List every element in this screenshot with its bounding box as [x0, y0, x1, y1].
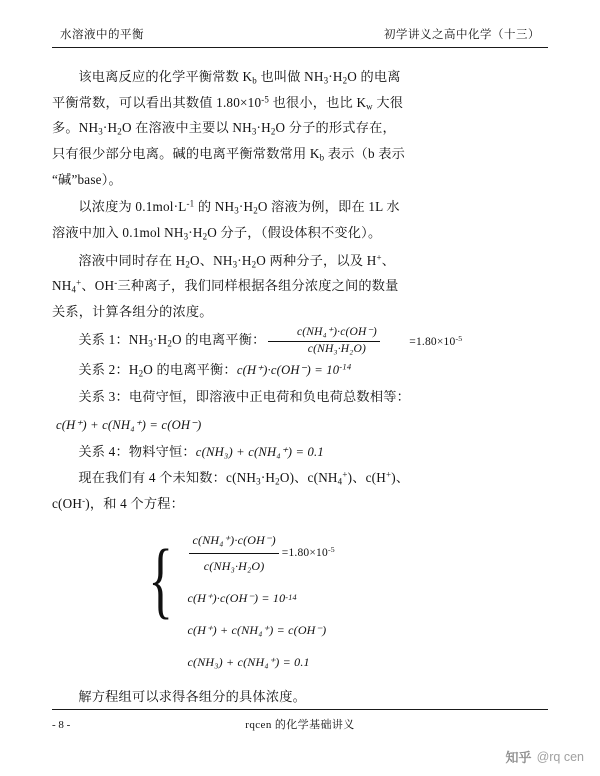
p1-line3-mid1: ·H — [102, 120, 118, 136]
p1-line3-a: 多。NH — [52, 120, 99, 136]
p4-sub3: 4 — [337, 476, 343, 487]
paragraph-5: 解方程组可以求得各组分的具体浓度。 — [78, 688, 306, 704]
p1-line3-sub1: 3 — [98, 126, 103, 137]
p4-sub2: 2 — [275, 476, 280, 487]
system-row-2-exp: -14 — [285, 593, 297, 603]
system-row-1-fraction — [189, 529, 278, 578]
p4-line2-a: c(OH — [52, 496, 83, 512]
page-number: - 8 - — [52, 719, 71, 731]
p3-sub2: 3 — [232, 259, 238, 270]
p2-sub4: 2 — [202, 231, 208, 242]
watermark — [506, 747, 584, 766]
p1-text-e: ·H — [328, 69, 343, 84]
rel1-value — [383, 334, 463, 349]
p3-line2-sub: 4 — [71, 284, 77, 295]
equation-system — [52, 525, 548, 678]
system-row-1-numerator: c(NH₄⁺)·c(OH⁻) — [189, 529, 278, 554]
p3-line2-a: NH — [52, 278, 72, 294]
p1-line3-b: O 在溶液中主要以 NH — [121, 120, 252, 136]
p2-line1-a: 以浓度为 0.1mol·L — [78, 199, 187, 215]
p3-sub3: 2 — [251, 259, 257, 270]
p2-line1-sup: -1 — [186, 198, 195, 209]
p2-sub3: 3 — [183, 231, 189, 242]
p4-line1-a: 现在我们有 4 个未知数：c(NH — [78, 470, 257, 486]
p2-sub1: 3 — [234, 205, 239, 216]
system-row-1-value-exp: -5 — [327, 545, 335, 555]
p4-sub1: 3 — [256, 476, 261, 487]
p1-line4-sub: b — [319, 152, 325, 163]
p3-line1-c: O 两种分子，以及 H — [256, 252, 377, 268]
p2-sub2: 2 — [253, 205, 258, 216]
p4-sup3: - — [82, 495, 86, 506]
p1-line3-sub3: 3 — [251, 126, 257, 137]
rel1-denominator: c(NH₃·H₂O) — [307, 342, 367, 355]
p3-line2-b: 、OH — [81, 278, 115, 294]
p3-line3: 关系，计算各组分的浓度。 — [52, 304, 213, 320]
p3-line2-sup: + — [76, 277, 82, 288]
p3-line1-a: 溶液中同时存在 H — [78, 252, 186, 268]
p1-text-a: 该电离反应的化学平衡常数 K — [78, 69, 253, 84]
rel4-equation: c(NH₃) + c(NH₄⁺) = 0.1 — [195, 445, 324, 460]
p1-line3-sub4: 2 — [270, 126, 276, 137]
p1-line2-sub: w — [366, 101, 373, 112]
relation-3 — [52, 384, 548, 409]
p4-sup2: + — [385, 469, 392, 480]
p2-line2-b: O 分子，（假设体积不变化）。 — [207, 224, 382, 240]
rel1-text2: O 的电离平衡： — [172, 332, 266, 348]
rel4-text: 物料守恒： — [128, 444, 196, 460]
p4-line1-b: O)、c(NH — [279, 470, 338, 486]
p3-line2-sup2: - — [114, 277, 118, 288]
rel1-sub1: 3 — [148, 338, 153, 349]
footer-center-text: rqcen 的化学基础讲义 — [245, 719, 355, 731]
p1-line2-b: 也很小，也比 K — [269, 94, 367, 110]
p4-sup1: + — [342, 469, 348, 480]
watermark-username: @rq cen — [536, 749, 584, 764]
p3-line2-c: 三种离子，我们同样根据各组分浓度之间的数量 — [117, 278, 399, 294]
relation-2 — [52, 357, 548, 383]
p1-line3-mid2: ·H — [256, 120, 271, 136]
equation-system-rows — [183, 525, 334, 678]
system-row-1 — [187, 529, 334, 578]
system-row-1-value-base: =1.80×10 — [281, 547, 328, 559]
page-footer — [52, 709, 548, 732]
system-row-1-denominator: c(NH₃·H₂O) — [203, 558, 265, 573]
rel2-label: 关系 2： — [78, 361, 129, 377]
p4-mid1: ·H — [260, 470, 276, 486]
p2-line2: 溶液中加入 0.1mol NH — [52, 224, 184, 240]
rel2-text2: O 的电离平衡： — [143, 361, 237, 377]
paragraph-3 — [52, 248, 548, 325]
p1-sub-b: b — [252, 75, 257, 86]
p4-line2-b: )，和 4 个方程： — [85, 496, 184, 512]
rel2-eq-exp: -14 — [339, 361, 352, 372]
p2-line1-b: 的 NH — [194, 199, 235, 215]
p3-mid1: ·H — [237, 252, 252, 268]
system-row-3: c(H⁺) + c(NH₄⁺) = c(OH⁻) — [187, 622, 327, 637]
p2-mid1: ·H — [238, 199, 254, 215]
rel2-sub: 2 — [138, 368, 144, 379]
system-row-2 — [187, 587, 334, 610]
zhihu-logo-icon: 知乎 — [505, 750, 532, 765]
rel3-label: 关系 3： — [78, 388, 129, 404]
paragraph-2 — [52, 194, 548, 245]
paragraph-4 — [52, 465, 548, 516]
rel1-mid: ·H — [152, 332, 168, 348]
p1-line3-c: O 分子的形式存在， — [275, 120, 396, 136]
system-row-1-value — [282, 542, 335, 564]
page-content — [52, 64, 548, 709]
rel1-value-base: =1.80×10 — [409, 335, 456, 348]
relation-4 — [52, 439, 548, 464]
p3-line1-d: 、 — [381, 252, 396, 268]
page-header — [52, 26, 548, 48]
system-row-4: c(NH₃) + c(NH₄⁺) = 0.1 — [187, 654, 310, 669]
relation-1 — [52, 326, 548, 355]
relation-3-equation: c(H⁺) + c(NH₄⁺) = c(OH⁻) — [56, 417, 202, 432]
rel1-label: 关系 1： — [78, 332, 129, 348]
p1-sub-f: 2 — [342, 75, 348, 86]
rel1-text: NH — [128, 332, 149, 348]
rel1-equation — [266, 326, 463, 355]
rel1-sub2: 2 — [167, 338, 172, 349]
p1-text-g: O 的电离 — [347, 69, 401, 84]
left-brace: { — [148, 530, 174, 627]
p1-line2-a: 平衡常数，可以看出其数值 1.80×10 — [52, 94, 262, 110]
p1-line4: 只有很少部分电离。碱的电离平衡常数常用 K — [52, 146, 320, 162]
p1-line4-b: 表示（b 表示 — [324, 146, 406, 162]
rel1-numerator: c(NH₄⁺)·c(OH⁻) — [268, 326, 380, 341]
header-left-title: 水溶液中的平衡 — [60, 29, 144, 41]
system-row-2-base: c(H⁺)·c(OH⁻) = 10 — [187, 590, 286, 605]
p4-line1-c: )、c(H — [347, 470, 386, 486]
p3-line1-sup: + — [376, 252, 382, 263]
p1-line2-c: 大很 — [372, 94, 404, 110]
rel2-text: H — [128, 361, 139, 377]
rel1-value-exp: -5 — [455, 333, 463, 343]
p1-sub-d: 3 — [323, 75, 329, 86]
rel2-eq-base: c(H⁺)·c(OH⁻) = 10 — [236, 362, 340, 377]
rel4-label: 关系 4： — [78, 444, 129, 460]
p1-line5: “碱”base）。 — [52, 171, 122, 187]
header-right-title: 初学讲义之高中化学（十三） — [384, 29, 540, 41]
p2-line1-c: O 溶液为例，即在 1L 水 — [257, 199, 400, 215]
p1-text-c: 也叫做 NH — [256, 69, 324, 84]
rel2-equation — [237, 363, 351, 377]
rel1-fraction — [268, 326, 380, 355]
rel3-text: 电荷守恒，即溶液中正电荷和负电荷总数相等： — [128, 388, 410, 404]
p3-line1-b: O、NH — [190, 252, 233, 268]
p4-line1-d: )、 — [391, 470, 410, 486]
p1-line3-sub2: 2 — [117, 126, 122, 137]
paragraph-1 — [52, 64, 548, 192]
p1-line2-sup: -5 — [261, 94, 270, 105]
p3-sub1: 2 — [185, 259, 191, 270]
p2-mid2: ·H — [188, 224, 203, 240]
